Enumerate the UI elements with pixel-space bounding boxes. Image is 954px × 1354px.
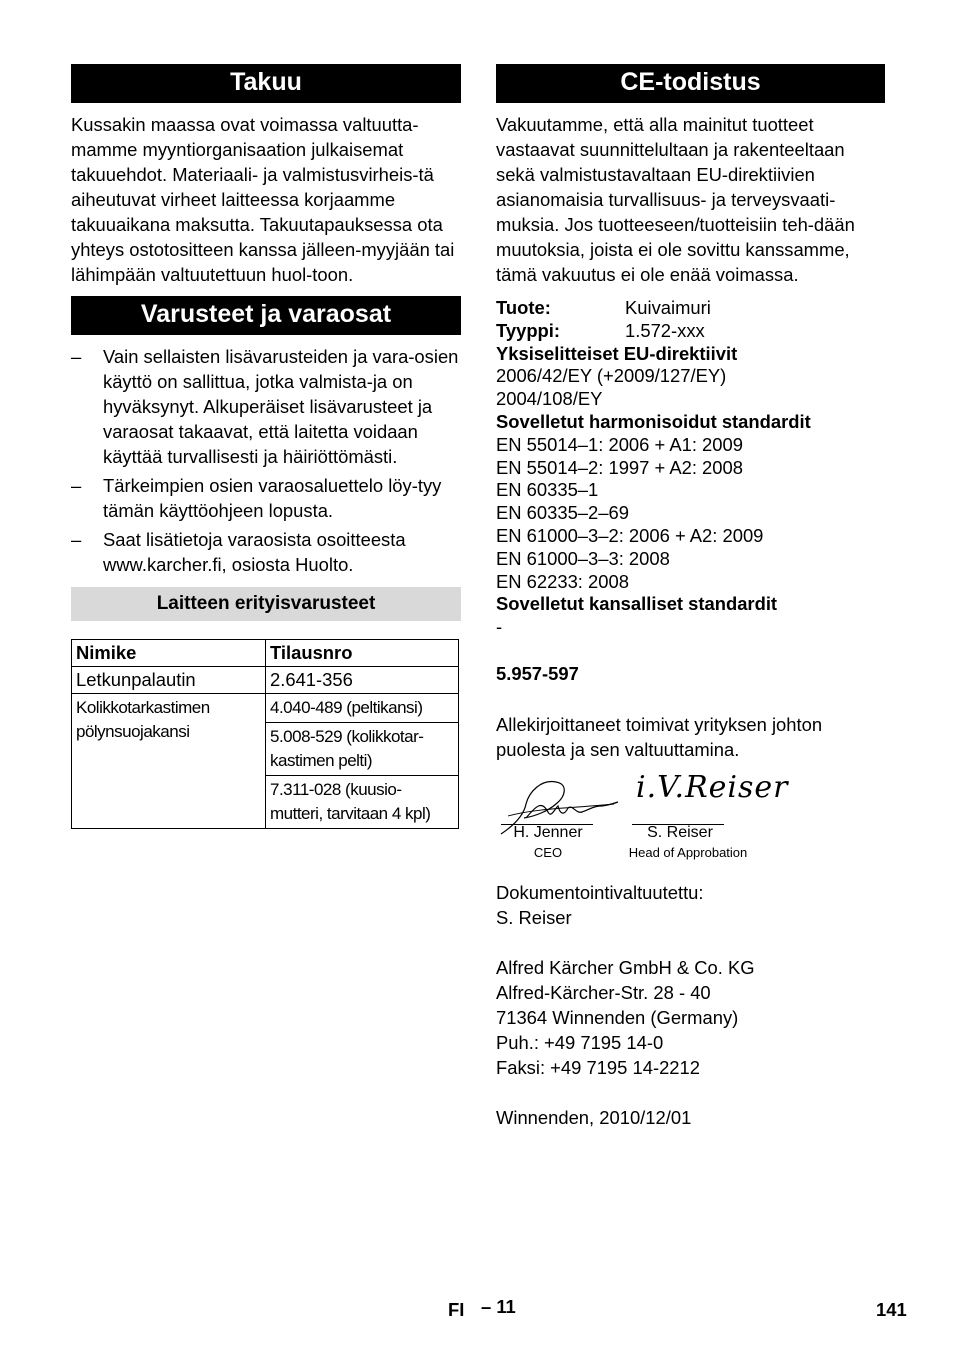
product-row: [496, 297, 885, 320]
takuu-heading: Takuu: [71, 64, 461, 103]
list-item-text: Vain sellaisten lisävarusteiden ja vara-osien käyttö on sallittua, jotka valmista-ja on hyväksynyt. Alkuperäiset lisävarusteet ja varaosat takaavat, että laitetta voidaan käyttää turvallisesti ja häiriöttömästi.: [103, 346, 459, 467]
list-item: [71, 344, 461, 469]
standard-line: EN 55014–1: 2006 + A1: 2009: [496, 433, 743, 455]
cell-code: 4.040-489 (peltikansi): [266, 694, 459, 723]
reiser-signature: [636, 770, 789, 805]
cell-name: Kolikkotarkastimen pölynsuojakansi: [72, 694, 266, 829]
right-column: [496, 64, 885, 1130]
standard-line: EN 60335–2–69: [496, 502, 629, 524]
product-label: Tuote:: [496, 297, 551, 318]
signature-block: [496, 766, 885, 870]
table-row: [72, 667, 459, 694]
standard-line: EN 60335–1: [496, 479, 599, 501]
cell-code: 2.641-356: [266, 667, 459, 694]
address-line: 71364 Winnenden (Germany): [496, 1006, 739, 1028]
ce-heading: CE-todistus: [496, 64, 885, 103]
table-header-row: [72, 640, 459, 667]
type-label: Tyyppi:: [496, 319, 561, 341]
address-line: Alfred-Kärcher-Str. 28 - 40: [496, 981, 711, 1003]
footer-local-page: – 11: [481, 1296, 516, 1317]
eu-directive-line: 2004/108/EY: [496, 388, 603, 410]
sig2-name: S. Reiser: [647, 823, 713, 841]
cell-code: 7.311-028 (kuusio-mutteri, tarvitaan 4 kpl): [266, 776, 459, 829]
erityisvarusteet-heading: Laitteen erityisvarusteet: [71, 587, 461, 621]
standard-line: EN 61000–3–3: 2008: [496, 547, 670, 569]
address-line: Faksi: +49 7195 14-2212: [496, 1056, 700, 1078]
eu-directive-line: 2006/42/EY (+2009/127/EY): [496, 365, 727, 387]
accessories-table: [71, 639, 459, 829]
sig2-role: Head of Approbation: [628, 844, 748, 860]
reiser-signature-script: Reiser: [685, 769, 789, 805]
dash-bullet: –: [71, 475, 82, 496]
ce-intro: Vakuutamme, että alla mainitut tuotteet vastaavat suunnittelultaan ja rakenteeltaan sekä valmistustavaltaan EU-direktiivien asianomaisia turvallisuus- ja terveysvaati-muksia. Jos tuotteeseen/tuotteisiin teh-dään muutoksia, joista ei ole sovittu kanssamme, tämä vakuutus ei ole enää voimassa.: [496, 114, 855, 285]
varusteet-heading: Varusteet ja varaosat: [71, 296, 461, 335]
left-column: [71, 64, 461, 829]
product-value: Kuivaimuri: [625, 297, 711, 318]
type-row: [496, 320, 885, 343]
footer-page-number: 141: [876, 1299, 907, 1320]
standard-line: EN 62233: 2008: [496, 570, 629, 592]
place-date: Winnenden, 2010/12/01: [496, 1106, 692, 1128]
list-item: [71, 473, 461, 523]
standard-line: EN 61000–3–2: 2006 + A2: 2009: [496, 524, 764, 546]
harmonised-standards-heading: Sovelletut harmonisoidut standardit: [496, 410, 811, 432]
reiser-signature-prefix: i.V.: [636, 769, 686, 805]
header-nimike: Nimike: [72, 640, 266, 667]
documentation-authority: [496, 880, 885, 930]
address-line: Alfred Kärcher GmbH & Co. KG: [496, 956, 755, 978]
company-address: [496, 955, 885, 1080]
eu-directives-heading: Yksiselitteiset EU-direktiivit: [496, 342, 738, 364]
table-row: [72, 694, 459, 723]
doc-auth-label: Dokumentointivaltuutettu:: [496, 881, 704, 903]
cell-code: 5.008-529 (kolikkotar-kastimen pelti): [266, 723, 459, 776]
dash-bullet: –: [71, 529, 82, 550]
dash-bullet: –: [71, 346, 82, 367]
cell-name: Letkunpalautin: [72, 667, 266, 694]
national-standards-heading: Sovelletut kansalliset standardit: [496, 593, 778, 615]
list-item-text: Tärkeimpien osien varaosaluettelo löy-tyy tämän käyttöohjeen lopusta.: [103, 475, 442, 521]
list-item: [71, 527, 461, 577]
list-item-text: Saat lisätietoja varaosista osoitteesta www.karcher.fi, osiosta Huolto.: [103, 529, 406, 575]
doc-auth-name: S. Reiser: [496, 906, 572, 928]
type-value: 1.572-xxx: [625, 319, 705, 341]
standard-line: EN 55014–2: 1997 + A2: 2008: [496, 456, 743, 478]
sig1-name: H. Jenner: [513, 823, 583, 841]
declaration-block: [496, 297, 885, 639]
varusteet-list: [71, 344, 461, 577]
footer-language: FI: [448, 1299, 465, 1320]
signed-statement: Allekirjoittaneet toimivat yrityksen johton puolesta ja sen valtuuttamina.: [496, 713, 823, 760]
address-line: Puh.: +49 7195 14-0: [496, 1031, 664, 1053]
takuu-body: Kussakin maassa ovat voimassa valtuutta-mamme myyntiorganisaation julkaisemat takuuehdot. Materiaali- ja valmistusvirheis-tä aiheutuvat virheet laitteessa korjaamme takuuaikana maksutta. Takuutapauksessa ota yhteys ostotositteen kanssa jälleen-myyjään tai lähimpään valtuutettuun huol-toon.: [71, 114, 455, 285]
document-number: 5.957-597: [496, 662, 579, 684]
header-tilausnro: Tilausnro: [266, 640, 459, 667]
national-standards-value: -: [496, 616, 503, 638]
sig1-role: CEO: [533, 844, 563, 860]
